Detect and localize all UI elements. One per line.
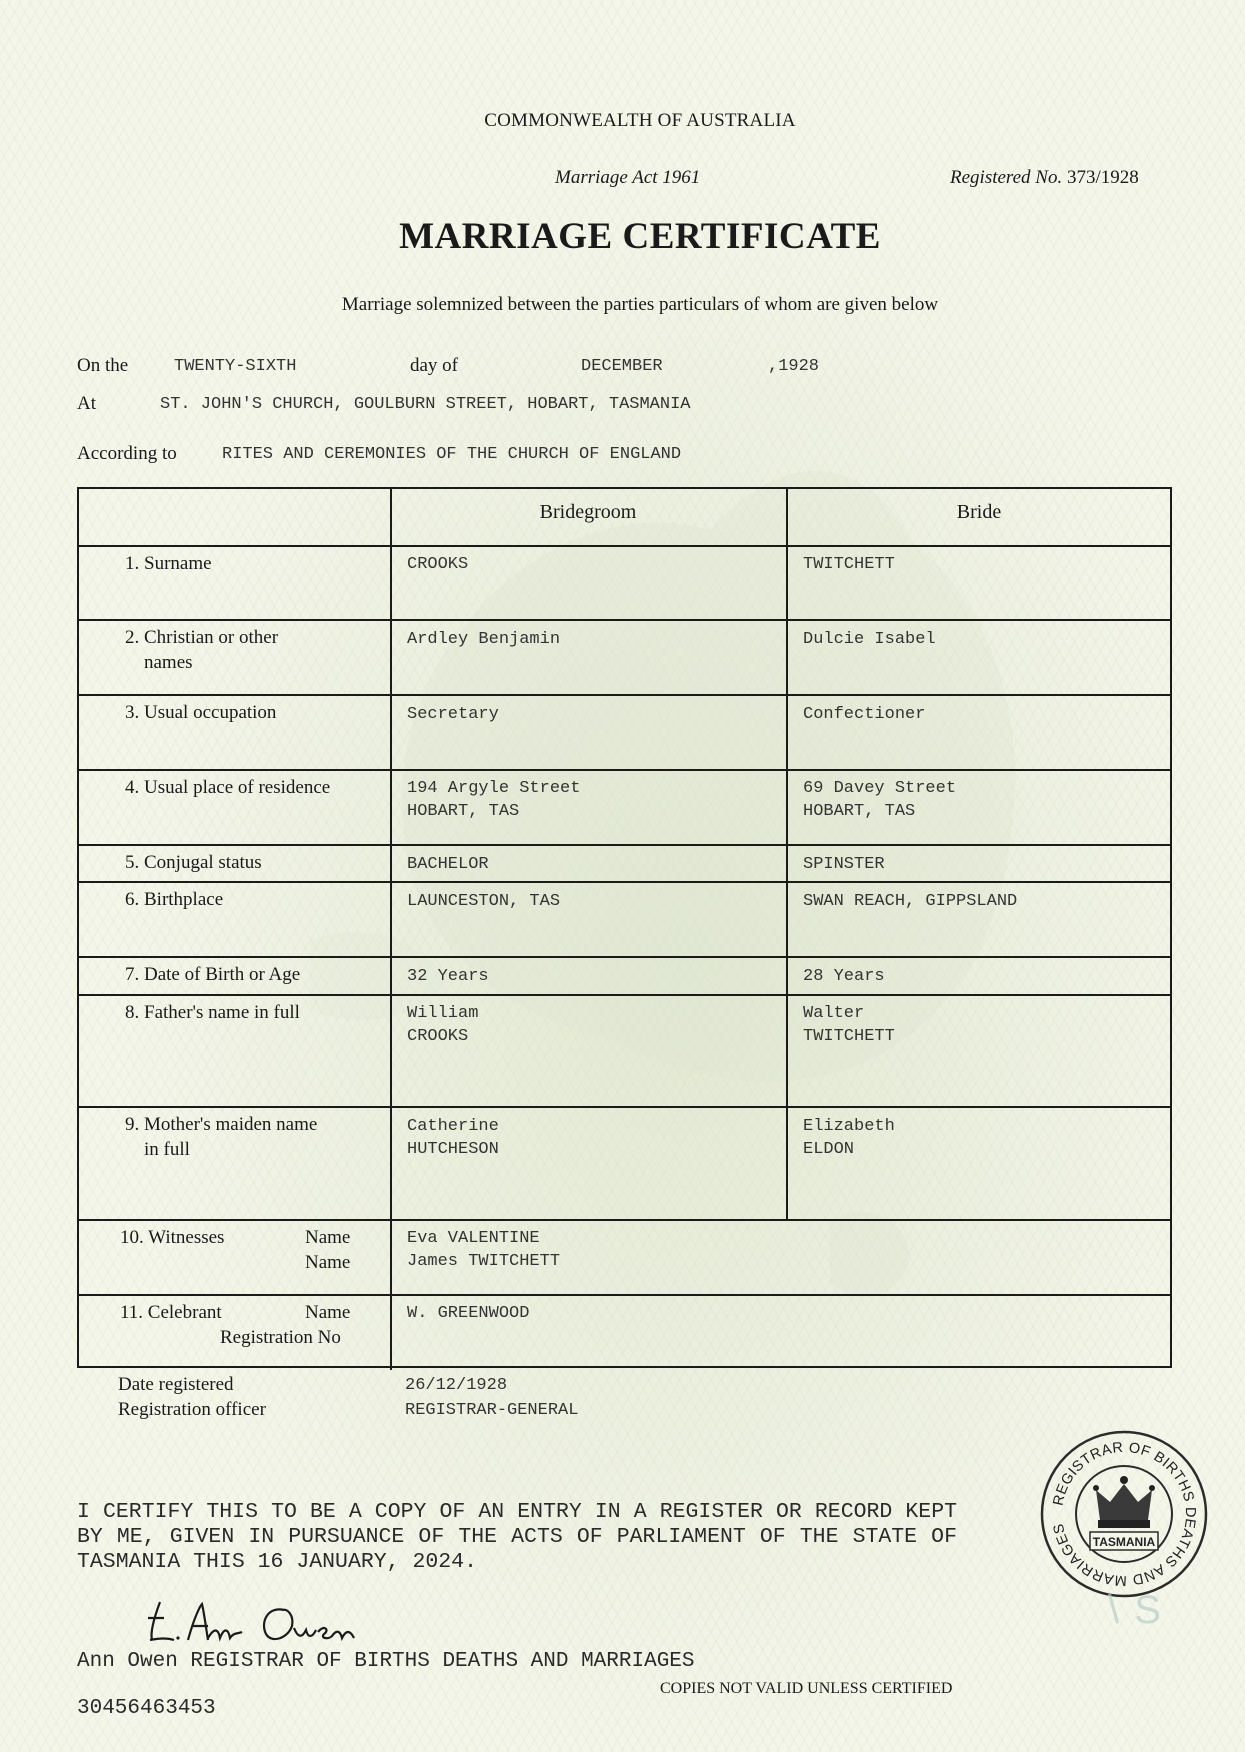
signature-graphic (142, 1588, 372, 1648)
bride-status: SPINSTER (803, 855, 885, 874)
registered-number (950, 167, 1139, 189)
crown-icon (1093, 1476, 1155, 1528)
groom-father: William CROOKS (407, 1004, 479, 1046)
row-label-occupation: 3. Usual occupation (125, 702, 277, 723)
marriage-month: DECEMBER (581, 357, 663, 376)
bride-residence: 69 Davey Street HOBART, TAS (803, 779, 957, 821)
marriage-rites: RITES AND CEREMONIES OF THE CHURCH OF ENGLAND (222, 445, 682, 464)
groom-surname: CROOKS (407, 555, 469, 574)
serial-number: 30456463453 (77, 1697, 216, 1720)
marriage-place: ST. JOHN'S CHURCH, GOULBURN STREET, HOBART, TASMANIA (160, 395, 691, 414)
country-heading: COMMONWEALTH OF AUSTRALIA (484, 110, 796, 131)
witnesses-label: 10. Witnesses (120, 1227, 225, 1248)
groom-names: Ardley Benjamin (407, 630, 561, 649)
bride-surname: TWITCHETT (803, 555, 895, 574)
act-reference: Marriage Act 1961 (555, 167, 701, 188)
certificate-subtitle: Marriage solemnized between the parties particulars of whom are given below (341, 294, 939, 315)
witness-names: Eva VALENTINE James TWITCHETT (407, 1229, 561, 1271)
validity-notice: COPIES NOT VALID UNLESS CERTIFIED (660, 1680, 953, 1697)
date-registered-label: Date registered (118, 1374, 234, 1395)
bride-names: Dulcie Isabel (803, 630, 936, 649)
signer-line: Ann Owen REGISTRAR OF BIRTHS DEATHS AND MARRIAGES (77, 1650, 695, 1673)
marriage-year: ,1928 (768, 357, 820, 376)
bridegroom-header: Bridegroom (539, 501, 637, 523)
bride-age: 28 Years (803, 967, 885, 986)
registered-label: Registered No. (950, 167, 1063, 188)
groom-mother: Catherine HUTCHESON (407, 1117, 499, 1159)
bride-mother: Elizabeth ELDON (803, 1117, 895, 1159)
groom-occupation: Secretary (407, 705, 499, 724)
on-the-label: On the (77, 355, 129, 376)
row-label-father: 8. Father's name in full (125, 1002, 300, 1023)
seal-center-text: TASMANIA (1092, 1535, 1156, 1549)
hologram-mark: \ S (1108, 1588, 1163, 1632)
row-label-residence: 4. Usual place of residence (125, 777, 331, 798)
celebrant-reg-label: Registration No (220, 1327, 341, 1348)
celebrant-name: W. GREENWOOD (407, 1304, 530, 1323)
bride-birthplace: SWAN REACH, GIPPSLAND (803, 892, 1018, 911)
registrar-seal (1038, 1428, 1210, 1600)
day-of-label: day of (410, 355, 459, 376)
groom-residence: 194 Argyle Street HOBART, TAS (407, 779, 581, 821)
witness-name-label-1: Name (305, 1227, 351, 1248)
registration-officer: REGISTRAR-GENERAL (405, 1401, 579, 1420)
groom-age: 32 Years (407, 967, 489, 986)
registration-officer-label: Registration officer (118, 1399, 266, 1420)
row-label-conjugal-status: 5. Conjugal status (125, 852, 262, 873)
particulars-table (77, 487, 1172, 1368)
certificate-title: MARRIAGE CERTIFICATE (399, 216, 881, 257)
registered-value: 373/1928 (1066, 167, 1139, 188)
according-label: According to (77, 443, 177, 464)
celebrant-name-label: Name (305, 1302, 351, 1323)
bride-header: Bride (956, 501, 1002, 523)
row-label-mother: 9. Mother's maiden name in full (125, 1114, 318, 1160)
celebrant-label: 11. Celebrant (120, 1302, 222, 1323)
certification-statement: I CERTIFY THIS TO BE A COPY OF AN ENTRY IN A REGISTER OR RECORD KEPT BY ME, GIVEN IN PURSUANCE OF THE ACTS OF PARLIAMENT OF THE STATE OF TASMANIA THIS 16 JANUARY, 2024. (77, 1500, 957, 1574)
witness-name-label-2: Name (305, 1252, 351, 1273)
date-registered: 26/12/1928 (405, 1376, 508, 1395)
bride-father: Walter TWITCHETT (803, 1004, 895, 1046)
row-label-birthplace: 6. Birthplace (125, 889, 224, 910)
seal-ring-text: REGISTRAR OF BIRTHS DEATHS AND MARRIAGES (1050, 1439, 1199, 1589)
groom-birthplace: LAUNCESTON, TAS (407, 892, 561, 911)
row-label-surname: 1. Surname (125, 553, 212, 574)
at-label: At (77, 393, 96, 414)
row-label-age: 7. Date of Birth or Age (125, 964, 301, 985)
bride-occupation: Confectioner (803, 705, 926, 724)
marriage-day: TWENTY-SIXTH (174, 357, 297, 376)
row-label-christian-names: 2. Christian or other names (125, 627, 279, 673)
groom-status: BACHELOR (407, 855, 489, 874)
